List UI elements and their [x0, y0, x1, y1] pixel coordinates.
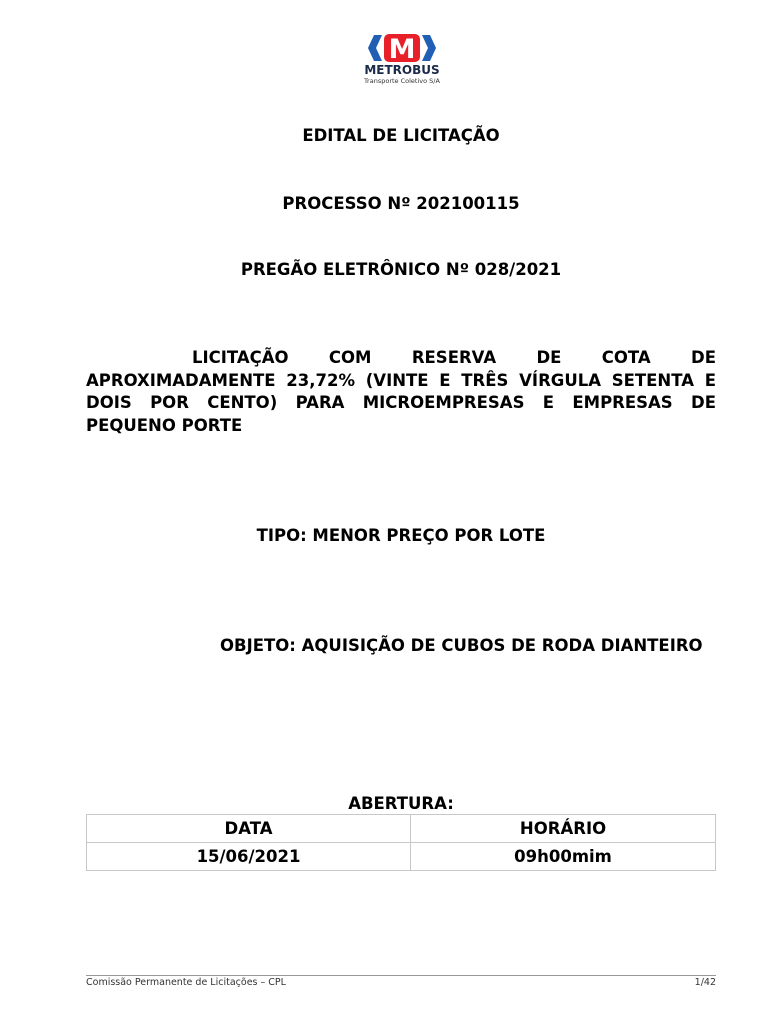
objeto-text: OBJETO: AQUISIÇÃO DE CUBOS DE RODA DIANTEIRO [220, 636, 703, 655]
logo-subtitle: Transporte Coletivo S/A [364, 77, 440, 85]
pregao-number: PREGÃO ELETRÔNICO Nº 028/2021 [240, 260, 562, 279]
reserva-paragraph [86, 347, 716, 437]
abertura-table [86, 814, 716, 871]
logo-brand-name: METROBUS [364, 63, 440, 77]
abertura-time: 09h00mim [411, 843, 716, 871]
abertura-header-horario: HORÁRIO [411, 815, 716, 843]
abertura-date: 15/06/2021 [87, 843, 411, 871]
abertura-heading: ABERTURA: [348, 794, 454, 813]
footer-page-number: 1/42 [694, 977, 716, 988]
reserva-text: LICITAÇÃO COM RESERVA DE COTA DE APROXIMADAMENTE 23,72% (VINTE E TRÊS VÍRGULA SETENTA E DOIS POR CENTO) PARA MICROEMPRESAS E EMPRESAS DE PEQUENO PORTE [86, 348, 716, 435]
svg-text:M: M [388, 34, 416, 63]
footer-commission: Comissão Permanente de Licitações – CPL [86, 977, 286, 988]
abertura-header-data: DATA [87, 815, 411, 843]
objeto-paragraph [86, 635, 716, 658]
document-title: EDITAL DE LICITAÇÃO [302, 126, 500, 145]
tipo-line: TIPO: MENOR PREÇO POR LOTE [256, 526, 546, 545]
metrobus-logo-icon [366, 33, 438, 63]
metrobus-logo [356, 33, 448, 89]
processo-number: PROCESSO Nº 202100115 [282, 194, 520, 213]
footer-divider [86, 975, 716, 976]
